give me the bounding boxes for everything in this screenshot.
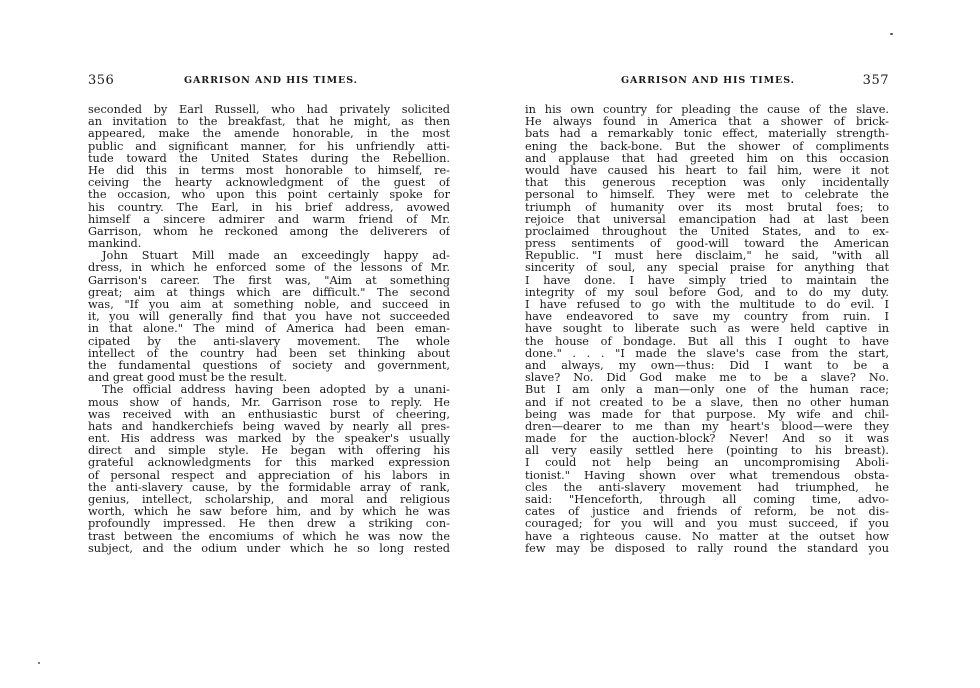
text-line: Garrison's career. The first was, "Aim at something — [88, 274, 450, 287]
text-line: done." . . . "I made the slave's case from the start, — [525, 347, 889, 360]
text-line: rejoice that universal emancipation had at last been — [525, 213, 889, 226]
text-line: He did this in terms most honorable to himself, re- — [88, 164, 450, 177]
text-line: was, "If you aim at something noble, and succeed in — [88, 299, 450, 311]
text-line: slave? No. Did God make me to be a slave? No. — [525, 372, 889, 385]
right-running-title: GARRISON AND HIS TIMES. — [621, 75, 795, 86]
text-line: ceiving the hearty acknowledgment of the guest of — [88, 177, 450, 190]
text-line: said: "Henceforth, through all coming time, advo- — [525, 494, 889, 506]
text-line: bats had a remarkably tonic effect, materially strength- — [525, 128, 889, 141]
text-line: few may be disposed to rally round the standard you — [525, 542, 889, 555]
text-line: But I am only a man—only one of the human race; — [525, 384, 889, 397]
text-line: himself a sincere admirer and warm friend of Mr. — [88, 213, 450, 226]
text-line: the anti-slavery cause, by the formidable array of rank, — [88, 481, 450, 494]
text-line: Garrison, whom he reckoned among the deliverers of — [88, 225, 450, 238]
text-line: couraged; for you will and you must succeed, if you — [525, 518, 889, 531]
text-line: and great good must be the result. — [88, 372, 288, 385]
text-line: proclaimed throughout the United States, and to ex- — [525, 225, 889, 238]
text-line: triumph of humanity over its most brutal foes; to — [525, 201, 889, 214]
print-speck — [38, 662, 40, 664]
text-line: great; aim at things which are difficult." The second — [88, 286, 450, 299]
text-line: dren—dearer to me than my heart's blood—were they — [525, 420, 889, 433]
text-line: hats and handkerchiefs being waved by nearly all pres- — [88, 420, 450, 433]
text-line: I could not help being an uncompromising Aboli- — [525, 457, 889, 470]
right-page — [525, 0, 889, 688]
text-line: in that alone." The mind of America had been eman- — [88, 323, 450, 336]
text-line: mous show of hands, Mr. Garrison rose to reply. He — [88, 396, 450, 409]
text-line: the fundamental questions of society and government, — [88, 359, 450, 372]
right-page-number: 357 — [862, 73, 889, 88]
print-speck — [890, 33, 893, 35]
left-running-title: GARRISON AND HIS TIMES. — [184, 75, 358, 86]
text-line: an invitation to the breakfast, that he might, as then — [88, 116, 450, 129]
text-line: it, you will generally find that you have not succeeded — [88, 311, 450, 324]
text-line: made for the auction-block? Never! And so it was — [525, 433, 889, 446]
text-line: I have refused to go with the multitude to do evil. I — [525, 299, 889, 311]
text-line: grateful acknowledgments for this marked expression — [88, 457, 450, 470]
text-line: ening the back-bone. But the shower of compliments — [525, 140, 889, 153]
text-line: profoundly impressed. He then drew a striking con- — [88, 518, 450, 531]
text-line: have endeavored to save my country from ruin. I — [525, 311, 889, 324]
text-line: cles the anti-slavery movement had triumphed, he — [525, 481, 889, 494]
text-line: mankind. — [88, 238, 142, 251]
text-line: being was made for that purpose. My wife and chil- — [525, 408, 889, 421]
text-line: the occasion, who upon this point certainly spoke for — [88, 189, 450, 202]
text-line: appeared, make the amende honorable, in the most — [88, 128, 450, 141]
text-line: public and significant manner, for his unfriendly atti- — [88, 140, 450, 153]
text-line: I have done. I have simply tried to maintain the — [525, 274, 889, 287]
text-line: tionist." Having shown over what tremendous obsta- — [525, 469, 889, 482]
left-page — [88, 0, 450, 688]
text-line: the house of bondage. But all this I ought to have — [525, 335, 889, 348]
text-line: sincerity of soul, any special praise for anything that — [525, 262, 889, 275]
text-line: genius, intellect, scholarship, and moral and religious — [88, 494, 450, 506]
text-line: ent. His address was marked by the speaker's usually — [88, 433, 450, 446]
text-line: have sought to liberate such as were held captive in — [525, 323, 889, 336]
text-line: would have caused his heart to fail him, were it not — [525, 164, 889, 177]
text-line: subject, and the odium under which he so long rested — [88, 542, 450, 555]
text-line: in his own country for pleading the cause of the slave. — [525, 104, 889, 116]
left-page-number: 356 — [88, 73, 115, 88]
text-line: that this generous reception was only incidentally — [525, 177, 889, 190]
text-line: his country. The Earl, in his brief address, avowed — [88, 201, 450, 214]
text-line: have a righteous cause. No matter at the outset how — [525, 530, 889, 543]
left-page-body — [88, 104, 450, 555]
text-line: cates of justice and friends of reform, be not dis- — [525, 506, 889, 519]
text-line: of personal respect and appreciation of his labors in — [88, 469, 450, 482]
text-line: tude toward the United States during the Rebellion. — [88, 152, 450, 165]
text-line: and if not created to be a slave, then no other human — [525, 396, 889, 409]
right-page-body — [525, 104, 889, 555]
text-line: direct and simple style. He began with offering his — [88, 445, 450, 458]
text-line: trast between the encomiums of which he was now the — [88, 530, 450, 543]
text-line: all very easily settled here (pointing to his breast). — [525, 445, 889, 458]
text-line: was received with an enthusiastic burst of cheering, — [88, 408, 450, 421]
text-line: press sentiments of good-will toward the American — [525, 238, 889, 251]
text-line: dress, in which he enforced some of the lessons of Mr. — [88, 262, 450, 275]
text-line: John Stuart Mill made an exceedingly happy ad- — [102, 250, 450, 263]
text-line: and always, my own—thus: Did I want to be a — [525, 359, 889, 372]
text-line: integrity of my soul before God, and to do my duty. — [525, 286, 889, 299]
text-line: He always found in America that a shower of brick- — [525, 116, 889, 129]
text-line: and applause that had greeted him on this occasion — [525, 152, 889, 165]
left-running-head — [88, 74, 450, 92]
text-line: intellect of the country had been set thinking about — [88, 347, 450, 360]
text-line: cipated by the anti-slavery movement. The whole — [88, 335, 450, 348]
text-line: worth, which he saw before him, and by which he was — [88, 506, 450, 519]
text-line: Republic. "I must here disclaim," he said, "with all — [525, 250, 889, 263]
right-running-head — [525, 74, 889, 92]
text-line: seconded by Earl Russell, who had privately solicited — [88, 104, 450, 116]
text-line: The official address having been adopted by a unani- — [102, 384, 450, 397]
text-line: personal to himself. They were met to celebrate the — [525, 189, 889, 202]
